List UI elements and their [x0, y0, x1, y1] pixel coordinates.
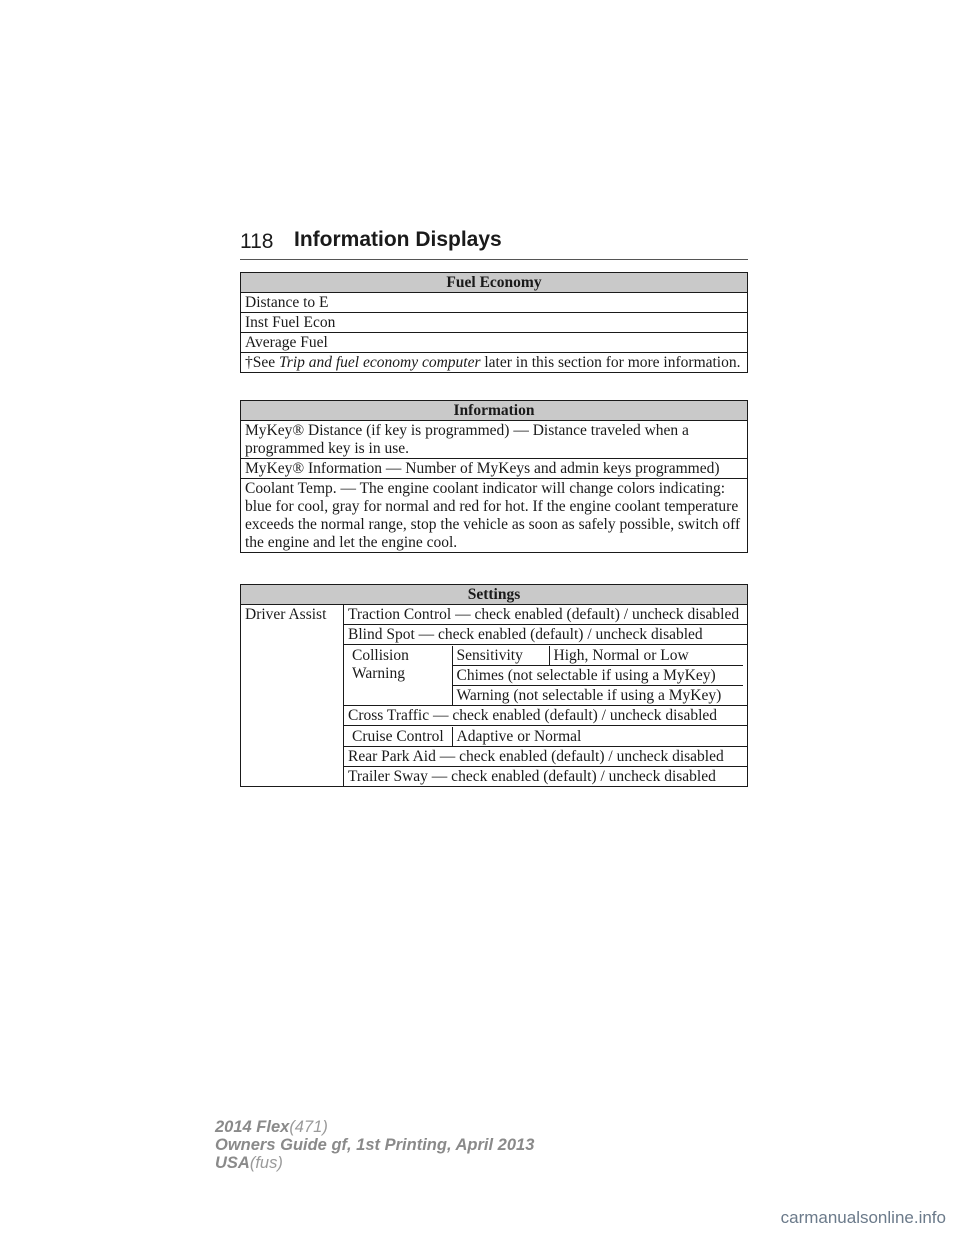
fuel-row-distance-to-e: Distance to E	[241, 293, 748, 313]
collision-chimes: Chimes (not selectable if using a MyKey)	[452, 666, 743, 686]
cruise-control-block	[344, 726, 748, 747]
driver-assist-label: Driver Assist	[241, 605, 344, 787]
settings-title: Settings	[241, 585, 748, 605]
footer-guide: Owners Guide gf, 1st Printing, April 2013	[215, 1136, 535, 1154]
info-row-mykey-information: MyKey® Information — Number of MyKeys and admin keys programmed)	[241, 459, 748, 479]
information-title: Information	[241, 401, 748, 421]
cruise-control-value: Adaptive or Normal	[456, 728, 582, 745]
collision-sensitivity-label: Sensitivity	[452, 646, 549, 666]
section-title: Information Displays	[294, 228, 502, 251]
fuel-note-link: Trip and fuel economy computer	[279, 354, 481, 371]
info-row-mykey-distance: MyKey® Distance (if key is programmed) — Distance traveled when a programmed key is in use.	[241, 421, 748, 459]
fuel-row-inst-fuel-econ: Inst Fuel Econ	[241, 313, 748, 333]
header-rule	[240, 259, 748, 260]
footer-line-model	[215, 1118, 534, 1136]
fuel-economy-table	[240, 272, 748, 373]
collision-sensitivity-value: High, Normal or Low	[549, 646, 743, 666]
fuel-economy-title: Fuel Economy	[241, 273, 748, 293]
print-footer	[215, 1118, 534, 1172]
setting-cross-traffic: Cross Traffic — check enabled (default) / uncheck disabled	[344, 706, 748, 726]
setting-trailer-sway: Trailer Sway — check enabled (default) / uncheck disabled	[344, 767, 748, 787]
watermark: carmanualsonline.info	[780, 1208, 946, 1227]
collision-warning-block	[344, 645, 748, 706]
fuel-note-prefix: †See	[245, 354, 280, 371]
information-table	[240, 400, 748, 553]
setting-rear-park-aid: Rear Park Aid — check enabled (default) / uncheck disabled	[344, 747, 748, 767]
page-header	[240, 228, 748, 260]
cruise-control-label: Cruise Control	[348, 727, 452, 746]
setting-blind-spot: Blind Spot — check enabled (default) / uncheck disabled	[344, 625, 748, 645]
footer-market-code: (fus)	[249, 1154, 283, 1172]
footer-model: 2014 Flex	[215, 1118, 290, 1136]
settings-table	[240, 584, 748, 787]
footer-model-code: (471)	[289, 1118, 328, 1136]
collision-warning-label: Collision Warning	[348, 646, 452, 705]
fuel-row-average-fuel: Average Fuel	[241, 333, 748, 353]
footer-market: USA	[215, 1154, 250, 1172]
fuel-note	[241, 353, 748, 373]
footer-line-guide	[215, 1136, 534, 1154]
footer-line-market	[215, 1154, 534, 1172]
collision-warning-setting: Warning (not selectable if using a MyKey)	[452, 686, 743, 706]
info-row-coolant-temp: Coolant Temp. — The engine coolant indicator will change colors indicating: blue for cool, gray for normal and red for hot. If the engine coolant temperature exceeds the normal range, stop the vehicle as soon as safely possible, switch off the engine and let the engine cool.	[241, 479, 748, 553]
page-number: 118	[240, 230, 274, 253]
setting-traction-control: Traction Control — check enabled (default) / uncheck disabled	[344, 605, 748, 625]
fuel-note-suffix: later in this section for more information.	[480, 354, 741, 371]
